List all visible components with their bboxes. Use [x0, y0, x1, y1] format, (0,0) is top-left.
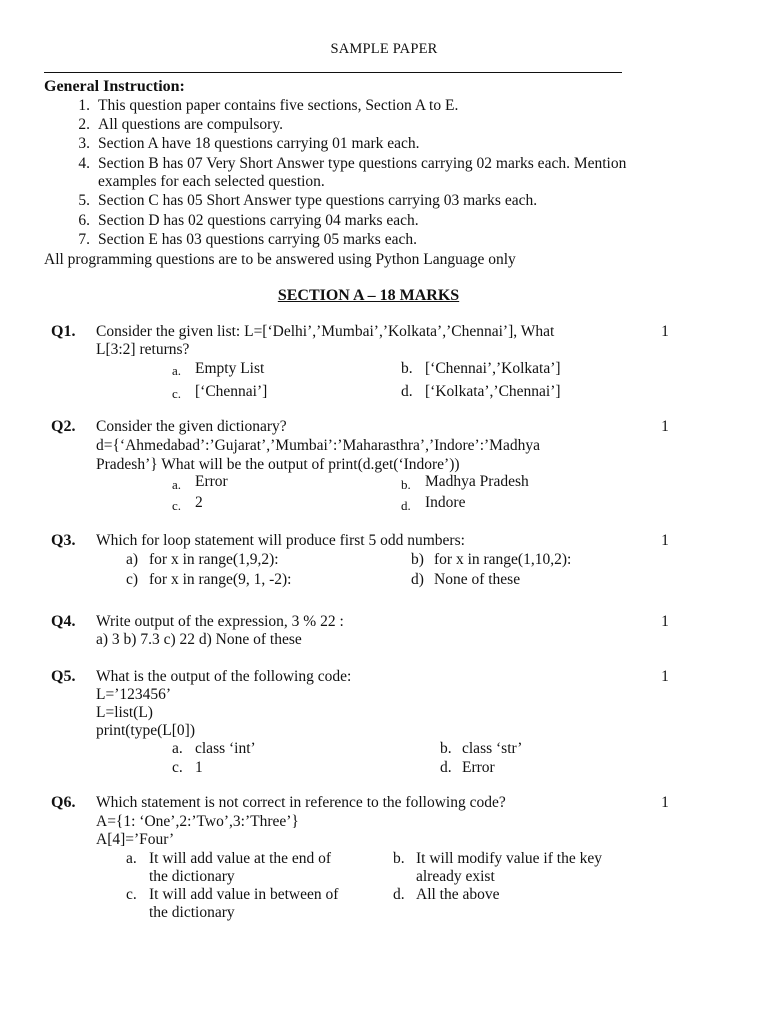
option-d: Error — [462, 759, 495, 776]
instruction-text: Section D has 02 questions carrying 04 marks each. — [98, 212, 419, 229]
option-a-label: a. — [172, 477, 182, 492]
option-a: for x in range(1,9,2): — [149, 551, 279, 568]
option-c: 2 — [195, 494, 203, 511]
question-number: Q5. — [51, 668, 76, 685]
option-d-label: d) — [411, 571, 424, 588]
option-c-label: c. — [172, 498, 182, 513]
option-d: All the above — [416, 886, 500, 903]
option-b: Madhya Pradesh — [425, 473, 529, 490]
header-rule — [44, 72, 622, 73]
option-b: [‘Chennai’,’Kolkata’] — [425, 360, 561, 377]
instruction-number: 4. — [78, 155, 90, 172]
option-a-continued: the dictionary — [149, 868, 235, 885]
option-a: Error — [195, 473, 228, 490]
option-d-label: d. — [393, 886, 405, 903]
code-line: L=’123456’ — [96, 686, 172, 703]
question-marks: 1 — [661, 418, 669, 435]
option-c-label: c. — [172, 386, 182, 401]
option-b: class ‘str’ — [462, 740, 523, 757]
instruction-text: Section C has 05 Short Answer type questions carrying 03 marks each. — [98, 192, 538, 209]
instruction-text: Section A have 18 questions carrying 01 mark each. — [98, 135, 420, 152]
instruction-text: Section B has 07 Very Short Answer type questions carrying 02 marks each. Mention — [98, 155, 627, 172]
option-c-continued: the dictionary — [149, 904, 235, 921]
question-marks: 1 — [661, 323, 669, 340]
page-title: SAMPLE PAPER — [330, 41, 438, 57]
option-d-label: d. — [440, 759, 452, 776]
code-line: L=list(L) — [96, 704, 153, 721]
question-number: Q1. — [51, 323, 76, 340]
instruction-number: 7. — [78, 231, 90, 248]
option-a-label: a) — [126, 551, 139, 568]
code-line: A={1: ‘One’,2:’Two’,3:’Three’} — [96, 813, 299, 830]
question-number: Q2. — [51, 418, 76, 435]
question-text: What is the output of the following code: — [96, 668, 352, 685]
question-text: Which statement is not correct in reference to the following code? — [96, 794, 506, 811]
question-options-inline: a) 3 b) 7.3 c) 22 d) None of these — [96, 631, 302, 648]
option-b-label: b. — [393, 850, 405, 867]
option-b-label: b. — [401, 477, 411, 492]
instruction-text-continued: examples for each selected question. — [98, 173, 325, 190]
code-line: print(type(L[0]) — [96, 722, 195, 739]
option-a-label: a. — [172, 740, 183, 757]
option-d: None of these — [434, 571, 521, 588]
question-text: Consider the given dictionary? — [96, 418, 287, 435]
option-a: Empty List — [195, 360, 265, 377]
option-a: It will add value at the end of — [149, 850, 332, 867]
option-b-label: b) — [411, 551, 424, 568]
question-number: Q6. — [51, 794, 76, 811]
option-b: for x in range(1,10,2): — [434, 551, 572, 568]
instruction-text: Section E has 03 questions carrying 05 marks each. — [98, 231, 417, 248]
option-d-label: d. — [401, 383, 413, 400]
code-line: A[4]=’Four’ — [96, 831, 175, 848]
instruction-number: 6. — [78, 212, 90, 229]
question-text-continued: d={‘Ahmedabad’:’Gujarat’,’Mumbai’:’Maharasthra’,’Indore’:’Madhya — [96, 437, 540, 454]
question-text: Consider the given list: L=[‘Delhi’,’Mumbai’,’Kolkata’,’Chennai’], What — [96, 323, 555, 340]
option-d: Indore — [425, 494, 466, 511]
question-marks: 1 — [661, 532, 669, 549]
option-a-label: a. — [172, 363, 182, 378]
instruction-number: 2. — [78, 116, 90, 133]
option-c-label: c. — [126, 886, 137, 903]
question-number: Q4. — [51, 613, 76, 630]
question-text-continued: Pradesh’} What will be the output of print(d.get(‘Indore’)) — [96, 456, 460, 473]
option-c: 1 — [195, 759, 203, 776]
option-a: class ‘int’ — [195, 740, 256, 757]
option-d-label: d. — [401, 498, 411, 513]
question-marks: 1 — [661, 794, 669, 811]
option-b: It will modify value if the key — [416, 850, 602, 867]
question-number: Q3. — [51, 532, 76, 549]
option-b-label: b. — [401, 360, 413, 377]
option-c-label: c. — [172, 759, 183, 776]
question-marks: 1 — [661, 613, 669, 630]
instructions-footer: All programming questions are to be answered using Python Language only — [44, 251, 516, 268]
option-d: [‘Kolkata’,’Chennai’] — [425, 383, 561, 400]
instruction-number: 1. — [78, 97, 90, 114]
option-c: for x in range(9, 1, -2): — [149, 571, 292, 588]
option-c-label: c) — [126, 571, 139, 588]
instruction-number: 5. — [78, 192, 90, 209]
option-b-label: b. — [440, 740, 452, 757]
option-c: [‘Chennai’] — [195, 383, 268, 400]
question-text: Write output of the expression, 3 % 22 : — [96, 613, 344, 630]
question-text-continued: L[3:2] returns? — [96, 341, 190, 358]
instruction-text: All questions are compulsory. — [98, 116, 283, 133]
instruction-text: This question paper contains five sections, Section A to E. — [98, 97, 459, 114]
section-a-title: SECTION A – 18 MARKS — [277, 287, 460, 304]
option-b-continued: already exist — [416, 868, 495, 885]
question-marks: 1 — [661, 668, 669, 685]
option-a-label: a. — [126, 850, 137, 867]
instruction-number: 3. — [78, 135, 90, 152]
question-text: Which for loop statement will produce first 5 odd numbers: — [96, 532, 465, 549]
instructions-heading: General Instruction: — [44, 78, 185, 95]
option-c: It will add value in between of — [149, 886, 339, 903]
